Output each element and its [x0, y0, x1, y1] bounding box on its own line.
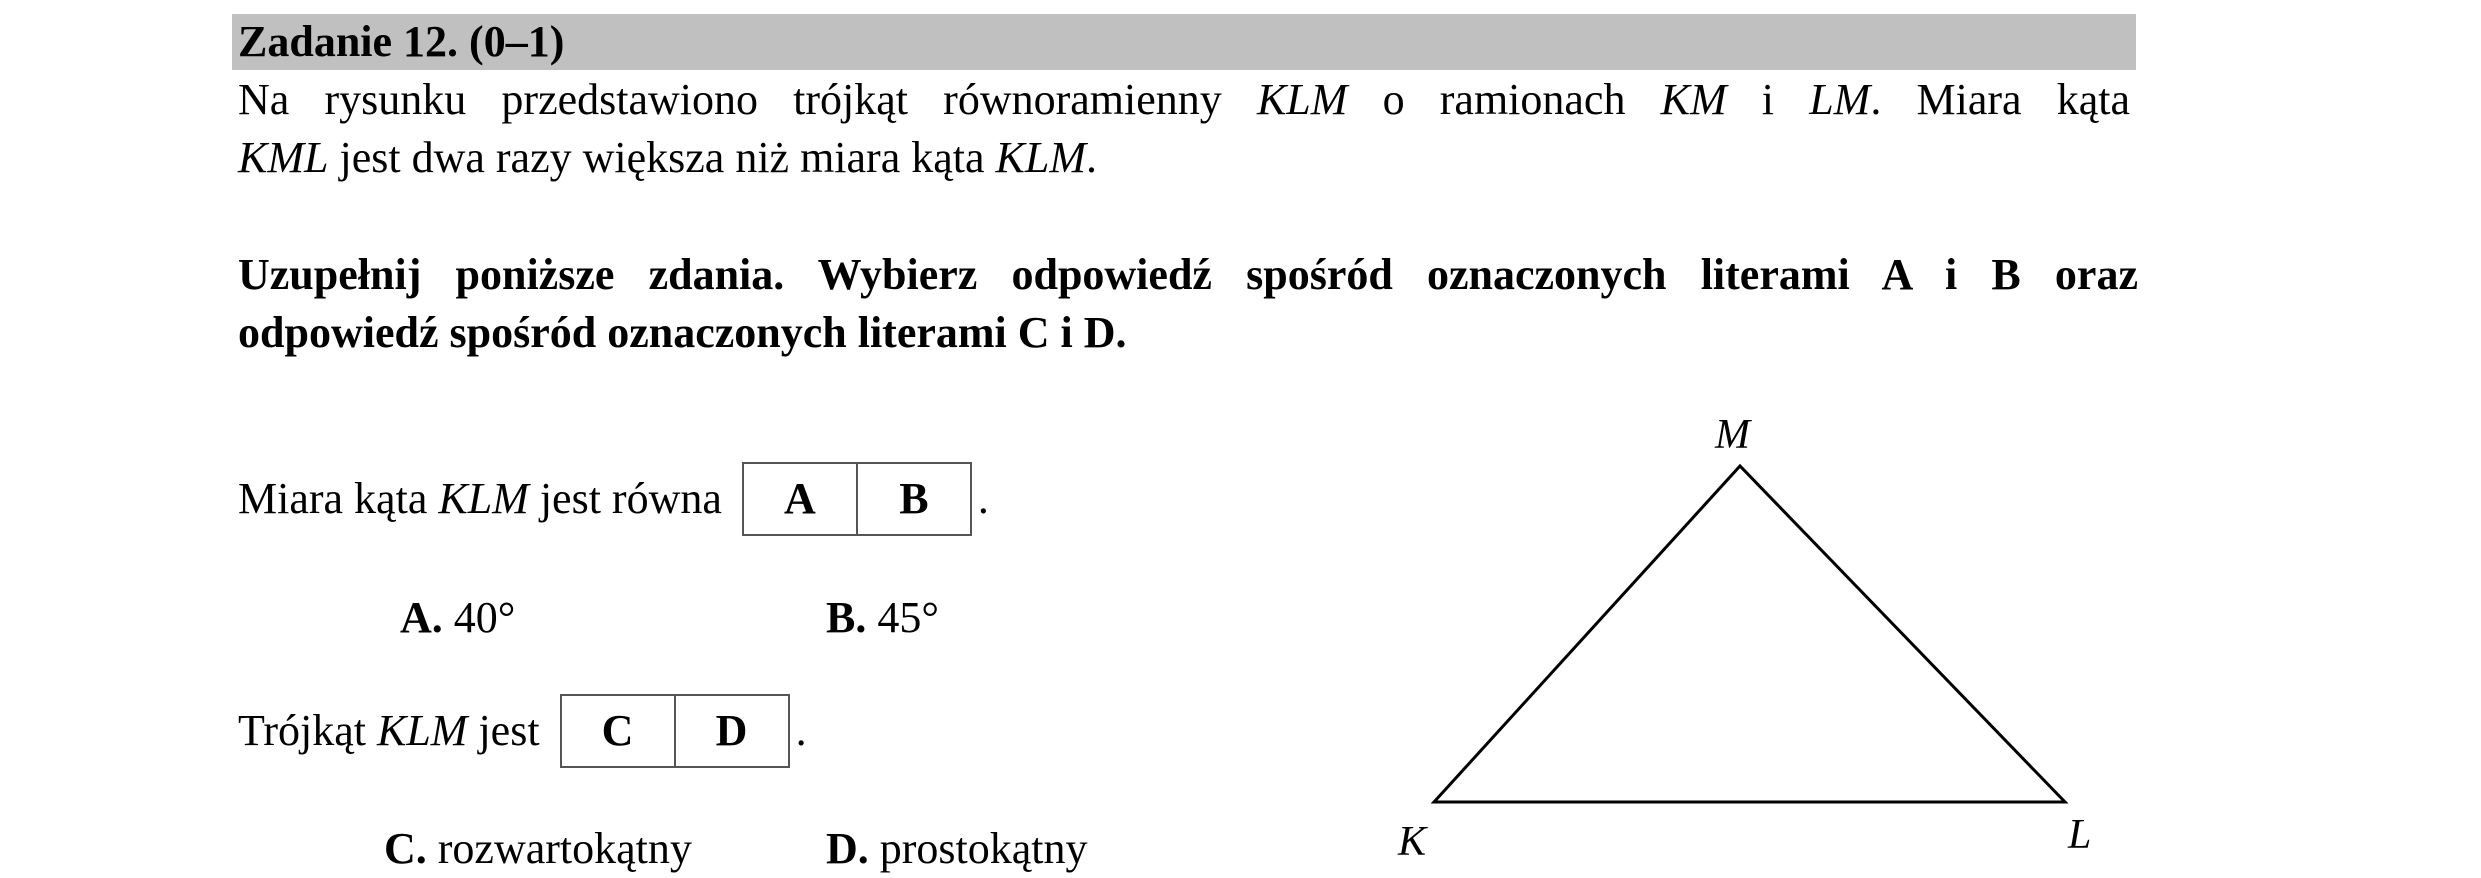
intro-italic-kml: KML — [238, 133, 329, 182]
option-a[interactable] — [400, 589, 515, 647]
option-c-text: rozwartokątny — [426, 824, 692, 873]
sentence-italic-klm: KLM — [376, 706, 468, 755]
option-c-letter: C. — [384, 824, 427, 873]
intro-text: . Miara kąta — [1870, 75, 2130, 124]
intro-text: jest dwa razy większa niż miara kąta — [328, 133, 996, 182]
intro-line-1 — [238, 71, 2130, 129]
sentence-prefix: Miara kąta — [238, 474, 439, 523]
option-a-text: 40° — [442, 593, 516, 642]
instruction-line-2: odpowiedź spośród oznaczonych literami C i D. — [238, 308, 1127, 357]
sentence-prefix: Trójkąt — [238, 706, 377, 755]
answer-box-c[interactable]: C — [601, 706, 634, 755]
option-c[interactable] — [384, 820, 692, 878]
intro-italic-klm: KLM — [995, 133, 1086, 182]
intro-line-2 — [238, 129, 2130, 187]
option-b-letter: B. — [826, 593, 867, 642]
sentence-suffix: jest równa — [528, 474, 722, 523]
sentence-angle-klm — [238, 462, 989, 536]
intro-text: . — [1086, 133, 1097, 182]
intro-italic-klm: KLM — [1256, 75, 1348, 124]
intro-text: o ramionach — [1347, 75, 1661, 124]
sentence-italic-klm: KLM — [438, 474, 529, 523]
option-b-text: 45° — [866, 593, 939, 642]
sentence-triangle-type — [238, 694, 807, 768]
answer-box-b[interactable]: B — [856, 464, 970, 534]
sentence-suffix: jest — [467, 706, 540, 755]
intro-italic-lm: LM — [1809, 75, 1871, 124]
answer-box-a[interactable]: A — [784, 474, 816, 523]
vertex-label-k: K — [1398, 819, 1427, 865]
answer-box-ab — [742, 462, 972, 536]
task-instruction — [238, 246, 2138, 362]
option-b[interactable] — [826, 589, 939, 647]
intro-italic-km: KM — [1660, 75, 1727, 124]
triangle-klm-figure — [1370, 410, 2130, 870]
vertex-label-l: L — [2068, 812, 2092, 858]
answer-box-cd — [560, 694, 790, 768]
option-a-letter: A. — [400, 593, 443, 642]
sentence-period: . — [977, 474, 989, 523]
instruction-line-1: Uzupełnij poniższe zdania. Wybierz odpowiedź spośród oznaczonych literami A i B oraz — [238, 250, 2138, 299]
sentence-period: . — [795, 706, 807, 755]
intro-text: i — [1726, 75, 1810, 124]
answer-box-d[interactable]: D — [674, 696, 788, 766]
option-d-text: prostokątny — [868, 824, 1088, 873]
task-intro — [238, 71, 2130, 187]
vertex-label-m: M — [1715, 412, 1750, 458]
intro-text: Na rysunku przedstawiono trójkąt równoramienny — [238, 75, 1257, 124]
option-d-letter: D. — [826, 824, 869, 873]
triangle-klm — [1434, 466, 2065, 802]
option-d[interactable] — [826, 820, 1088, 878]
task-title: Zadanie 12. (0–1) — [238, 17, 565, 66]
